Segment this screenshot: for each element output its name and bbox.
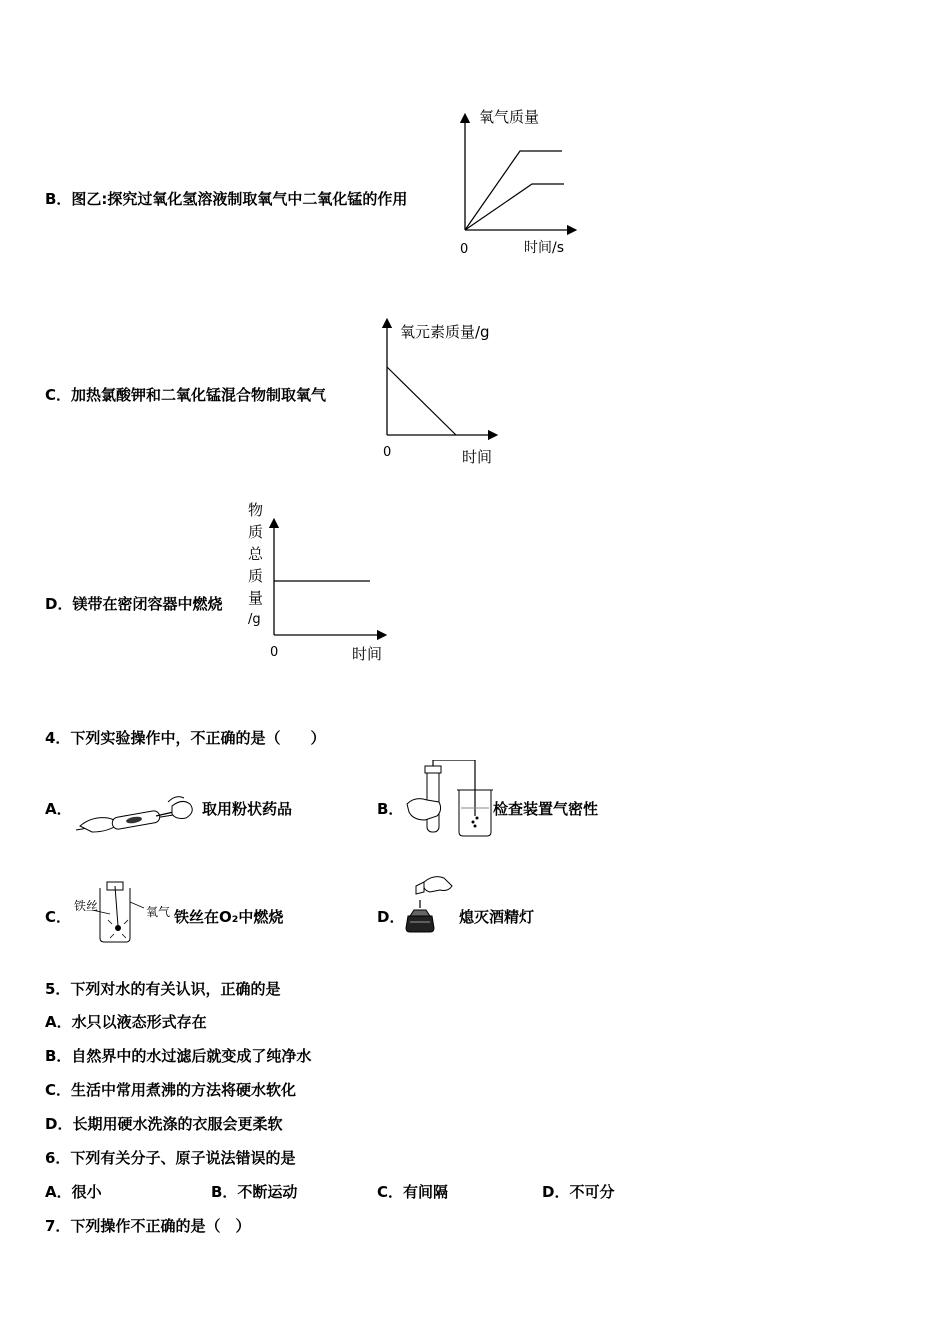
q4-option-d-text: 熄灭酒精灯 — [459, 908, 535, 926]
graph-d-origin: 0 — [270, 645, 279, 660]
q4-option-c-letter: C． — [45, 908, 72, 926]
q4-option-b-letter: B． — [377, 800, 404, 818]
option-d-text: D．镁带在密闭容器中燃烧 — [45, 595, 223, 613]
q5-stem: 5．下列对水的有关认识，正确的是 — [45, 980, 281, 998]
q5-option-a: A．水只以液态形式存在 — [45, 1013, 207, 1031]
q6-option-d: D．不可分 — [542, 1183, 615, 1201]
q6-option-c: C．有间隔 — [377, 1183, 449, 1201]
q6-option-a: A．很小 — [45, 1183, 102, 1201]
graph-c-x-label: 时间 — [462, 448, 493, 466]
graph-d-total-mass — [240, 495, 400, 665]
q4-c-oxygen-label: 氧气 — [146, 905, 171, 919]
graph-c-line — [387, 367, 456, 435]
q5-option-c: C．生活中常用煮沸的方法将硬水软化 — [45, 1081, 297, 1099]
q4-c-iron-label: 铁丝 — [74, 899, 99, 913]
q5-option-d: D．长期用硬水洗涤的衣服会更柔软 — [45, 1115, 283, 1133]
q4-option-a-letter: A． — [45, 800, 72, 818]
q4-a-powder-illustration-icon — [72, 790, 200, 840]
q6-stem: 6．下列有关分子、原子说法错误的是 — [45, 1149, 296, 1167]
graph-b-origin: 0 — [460, 242, 469, 257]
q4-option-d-letter: D． — [377, 908, 405, 926]
graph-d-y-char: /g — [248, 612, 261, 627]
q4-b-airtightness-illustration-icon — [403, 760, 493, 840]
option-c-text: C．加热氯酸钾和二氧化锰混合物制取氧气 — [45, 386, 327, 404]
graph-d-y-char: 物 — [248, 501, 264, 519]
graph-d-y-char: 质 — [248, 523, 264, 541]
q4-option-b-text: 检查装置气密性 — [493, 800, 599, 818]
q6-option-b: B．不断运动 — [211, 1183, 298, 1201]
graph-c-origin: 0 — [383, 445, 392, 460]
graph-d-x-label: 时间 — [352, 645, 383, 663]
q4-c-iron-wire-bottle-illustration-icon — [72, 880, 174, 946]
graph-c-y-label: 氧元素质量/g — [400, 323, 490, 341]
graph-b-line-catalyst — [465, 151, 562, 230]
graph-b-oxygen-mass — [440, 100, 590, 260]
graph-d-y-char: 质 — [248, 567, 264, 585]
q4-option-c-text: 铁丝在O₂中燃烧 — [174, 908, 284, 926]
q4-d-alcohol-lamp-illustration-icon — [400, 870, 456, 934]
q5-option-b: B．自然界中的水过滤后就变成了纯净水 — [45, 1047, 312, 1065]
graph-c-oxygen-element-mass — [370, 315, 520, 470]
graph-b-x-label: 时间/s — [524, 240, 565, 256]
q4-option-a-text: 取用粉状药品 — [202, 800, 293, 818]
option-b-text: B．图乙:探究过氧化氢溶液制取氧气中二氧化锰的作用 — [45, 190, 408, 208]
q7-stem: 7．下列操作不正确的是（ ） — [45, 1217, 251, 1235]
q4-stem: 4．下列实验操作中，不正确的是（ ） — [45, 729, 326, 747]
graph-d-y-char: 总 — [248, 545, 264, 563]
graph-b-line-no-catalyst — [465, 184, 564, 230]
graph-b-y-label: 氧气质量 — [479, 108, 540, 126]
graph-d-y-char: 量 — [248, 589, 264, 607]
